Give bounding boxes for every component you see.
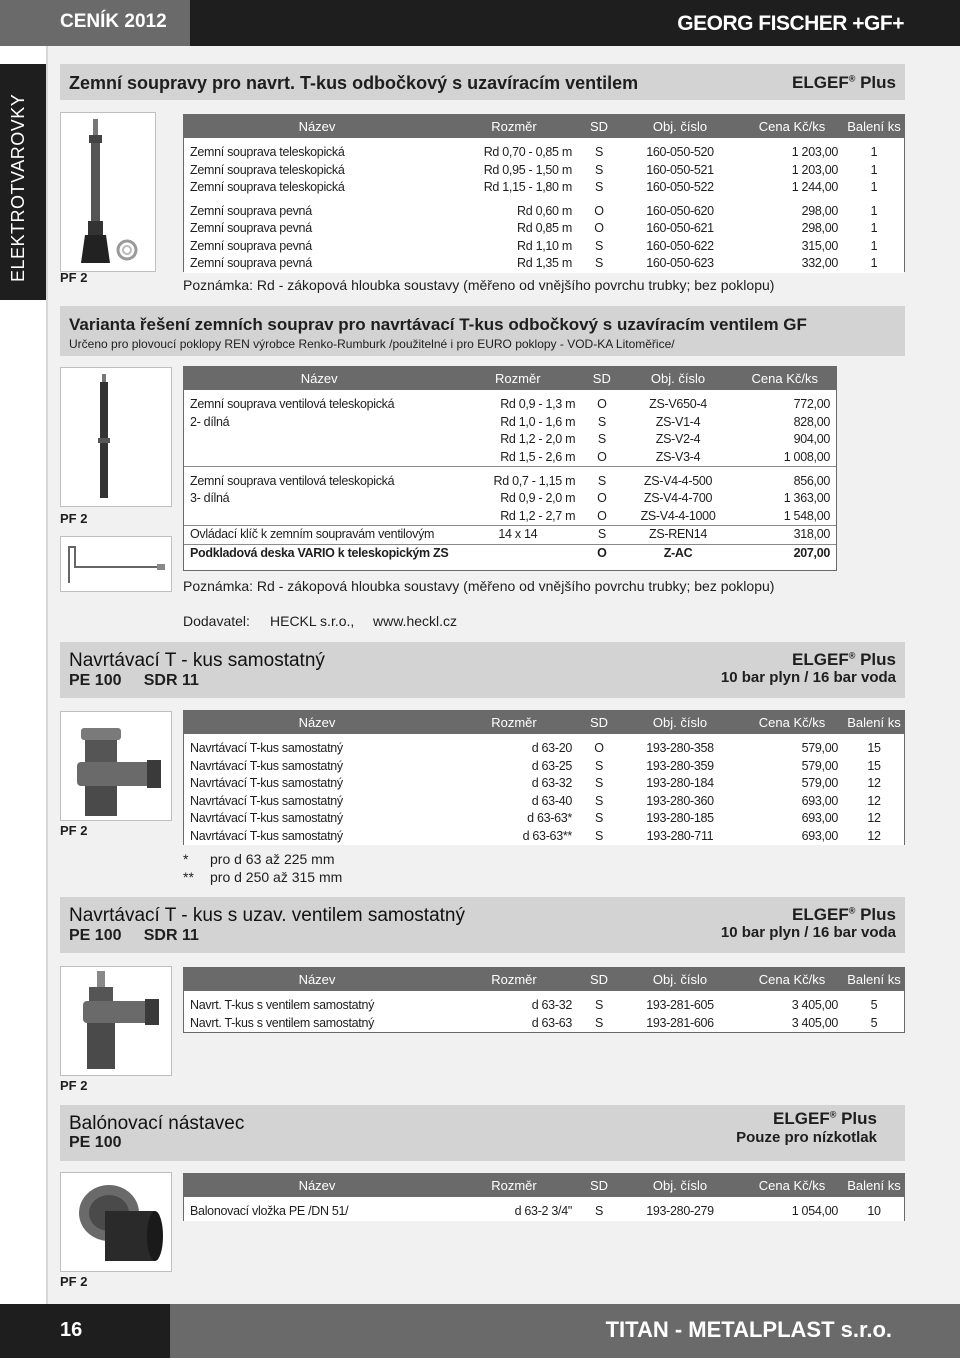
section-5-price-table bbox=[184, 1174, 904, 1221]
section-4-pf: PF 2 bbox=[60, 1078, 88, 1093]
col-order-no: Obj. číslo bbox=[620, 115, 740, 138]
section-4-elgef bbox=[792, 905, 896, 925]
elgef-plus-label: Plus bbox=[841, 1109, 877, 1128]
section-5-pf: PF 2 bbox=[60, 1274, 88, 1289]
col-order-no: Obj. číslo bbox=[620, 968, 740, 991]
table-row: Navrt. T-kus s ventilem samostatný d 63-63 S 193-281-606 3 405,00 5 bbox=[190, 1015, 878, 1030]
table-row: Ovládací klíč k zemním soupravám ventilovým 14 x 14 S ZS-REN14 318,00 bbox=[184, 526, 836, 545]
table-row: Podkladová deska VARIO k teleskopickým ZS O Z-AC 207,00 bbox=[184, 544, 836, 562]
table-row: Zemní souprava ventilová teleskopická Rd 0,9 - 1,3 m O ZS-V650-4 772,00 bbox=[190, 397, 830, 411]
elgef-plus-label: Plus bbox=[860, 650, 896, 669]
col-price: Cena Kč/ks bbox=[740, 711, 844, 734]
section-2-key-image bbox=[60, 536, 172, 592]
table-row: Rd 1,2 - 2,7 m O ZS-V4-4-1000 1 548,00 bbox=[500, 508, 830, 523]
section-3-pressure: 10 bar plyn / 16 bar voda bbox=[720, 669, 896, 686]
section-2-title-bar bbox=[60, 306, 905, 356]
registered-mark: ® bbox=[829, 1109, 837, 1120]
section-5-elgef bbox=[773, 1109, 877, 1129]
col-name: Název bbox=[184, 968, 450, 991]
table-row: Zemní souprava pevná Rd 1,10 m S 160-050-622 315,00 1 bbox=[190, 238, 878, 253]
table-row: Balonovací vložka PE /DN 51/ d 63-2 3/4" S 193-280-279 1 054,00 10 bbox=[190, 1204, 881, 1218]
footer-left-band bbox=[0, 1304, 170, 1358]
footnote-mark: * bbox=[183, 851, 189, 867]
section-4-price-table bbox=[184, 968, 904, 1032]
section-4-title-bar bbox=[60, 897, 905, 953]
registered-mark: ® bbox=[848, 650, 856, 661]
section-5-subtitle: PE 100 bbox=[69, 1134, 122, 1151]
sidebar-category-label: ELEKTROTVAROVKY bbox=[8, 93, 28, 282]
table-row: Zemní souprava teleskopická Rd 0,95 - 1,50 m S 160-050-521 1 203,00 1 bbox=[190, 162, 878, 177]
col-sd: SD bbox=[581, 367, 622, 390]
elgef-label: ELGEF bbox=[792, 73, 849, 92]
table-row: Rd 1,5 - 2,6 m O ZS-V3-4 1 008,00 bbox=[500, 449, 830, 464]
table-row: Navrtávací T-kus samostatný d 63-63** S 193-280-711 693,00 12 bbox=[190, 828, 881, 843]
col-price: Cena Kč/ks bbox=[740, 968, 844, 991]
table-row: Rd 1,2 - 2,0 m S ZS-V2-4 904,00 bbox=[500, 432, 830, 446]
elgef-label: ELGEF bbox=[792, 905, 849, 924]
section-3-subtitle: PE 100 SDR 11 bbox=[69, 672, 199, 689]
col-name: Název bbox=[184, 711, 450, 734]
footnote-mark: ** bbox=[183, 869, 194, 885]
footnote-text: pro d 250 až 315 mm bbox=[210, 869, 343, 885]
section-1-pf: PF 2 bbox=[60, 270, 88, 285]
table-row: Navrtávací T-kus samostatný d 63-32 S 193-280-184 579,00 12 bbox=[190, 776, 881, 790]
section-2-table bbox=[183, 366, 837, 571]
registered-mark: ® bbox=[848, 905, 856, 916]
section-2-price-table bbox=[184, 367, 836, 562]
col-size: Rozměr bbox=[450, 711, 578, 734]
section-4-product-image bbox=[60, 966, 172, 1076]
section-2-pf: PF 2 bbox=[60, 511, 88, 526]
table-row: Navrt. T-kus s ventilem samostatný d 63-32 S 193-281-605 3 405,00 5 bbox=[190, 998, 878, 1012]
section-1-title-bar bbox=[60, 64, 905, 100]
col-name: Název bbox=[184, 367, 454, 390]
col-pack: Balení ks bbox=[844, 711, 904, 734]
table-row: Zemní souprava pevná Rd 0,60 m O 160-050-620 298,00 1 bbox=[190, 203, 878, 218]
company-name: TITAN - METALPLAST s.r.o. bbox=[605, 1317, 892, 1342]
section-2-title: Varianta řešení zemních souprav pro navrtávací T-kus odbočkový s uzavíracím ventilem GF bbox=[69, 315, 807, 334]
col-pack: Balení ks bbox=[844, 968, 904, 991]
elgef-label: ELGEF bbox=[792, 650, 849, 669]
elgef-label: ELGEF bbox=[773, 1109, 830, 1128]
table-row: Zemní souprava pevná Rd 1,35 m S 160-050-623 332,00 1 bbox=[190, 256, 878, 270]
section-2-product-image bbox=[60, 367, 172, 507]
footnote-text: pro d 63 až 225 mm bbox=[210, 851, 335, 867]
col-sd: SD bbox=[578, 1174, 620, 1197]
balloon-adapter-icon bbox=[61, 1173, 173, 1273]
section-1-elgef bbox=[792, 73, 896, 93]
ground-set-icon bbox=[61, 113, 157, 273]
table-row: Zemní souprava teleskopická Rd 0,70 - 0,85 m S 160-050-520 1 203,00 1 bbox=[190, 145, 878, 159]
section-4-table bbox=[183, 967, 905, 1033]
page-number: 16 bbox=[60, 1319, 83, 1341]
table-row: Navrtávací T-kus samostatný d 63-20 O 193-280-358 579,00 15 bbox=[190, 741, 881, 755]
col-size: Rozměr bbox=[450, 1174, 578, 1197]
col-price: Cena Kč/ks bbox=[740, 115, 844, 138]
brand-logo: GEORG FISCHER +GF+ bbox=[677, 12, 904, 35]
tapping-tee-icon bbox=[61, 712, 173, 822]
valve-set-icon bbox=[61, 368, 173, 508]
table-row: 3- dílná Rd 0,9 - 2,0 m O ZS-V4-4-700 1 363,00 bbox=[190, 491, 830, 505]
section-4-subtitle: PE 100 SDR 11 bbox=[69, 927, 199, 944]
section-5-title-bar bbox=[60, 1105, 905, 1161]
section-3-pf: PF 2 bbox=[60, 823, 88, 838]
col-price: Cena Kč/ks bbox=[734, 367, 836, 390]
col-sd: SD bbox=[578, 711, 620, 734]
section-2-supplier-web: www.heckl.cz bbox=[373, 613, 458, 629]
col-sd: SD bbox=[578, 968, 620, 991]
section-2-subtitle: Určeno pro plovoucí poklopy REN výrobce Renko-Rumburk /použitelné i pro EURO poklopy - VOD-KA Litoměřice/ bbox=[69, 337, 675, 351]
table-row: Navrtávací T-kus samostatný d 63-25 S 193-280-359 579,00 15 bbox=[190, 758, 881, 773]
section-5-title: Balónovací nástavec bbox=[69, 1113, 245, 1134]
section-2-supplier-name: HECKL s.r.o., bbox=[270, 613, 355, 629]
section-2-supplier-label: Dodavatel: bbox=[183, 613, 250, 629]
section-3-title: Navrtávací T - kus samostatný bbox=[69, 650, 325, 671]
key-icon bbox=[61, 537, 173, 593]
col-order-no: Obj. číslo bbox=[620, 711, 740, 734]
table-row: Zemní souprava pevná Rd 0,85 m O 160-050-621 298,00 1 bbox=[190, 221, 878, 235]
section-5-table bbox=[183, 1173, 905, 1221]
tapping-tee-valve-icon bbox=[61, 967, 173, 1077]
section-4-title: Navrtávací T - kus s uzav. ventilem samostatný bbox=[69, 905, 465, 926]
price-list-title: CENÍK 2012 bbox=[60, 11, 167, 32]
section-5-product-image bbox=[60, 1172, 172, 1272]
table-row: Navrtávací T-kus samostatný d 63-63* S 193-280-185 693,00 12 bbox=[190, 811, 881, 825]
section-1-note: Poznámka: Rd - zákopová hloubka soustavy (měřeno od vnějšího povrchu trubky; bez poklopu) bbox=[183, 277, 775, 293]
col-size: Rozměr bbox=[450, 968, 578, 991]
col-name: Název bbox=[184, 1174, 450, 1197]
table-row: Zemní souprava ventilová teleskopická Rd 0,7 - 1,15 m S ZS-V4-4-500 856,00 bbox=[190, 473, 830, 488]
col-size: Rozměr bbox=[450, 115, 578, 138]
section-1-title: Zemní soupravy pro navrt. T-kus odbočkový s uzavíracím ventilem bbox=[69, 73, 639, 93]
col-sd: SD bbox=[578, 115, 620, 138]
col-name: Název bbox=[184, 115, 450, 138]
table-row: Zemní souprava teleskopická Rd 1,15 - 1,80 m S 160-050-522 1 244,00 1 bbox=[190, 180, 878, 194]
section-3-table bbox=[183, 710, 905, 845]
section-5-pressure: Pouze pro nízkotlak bbox=[736, 1129, 877, 1146]
col-order-no: Obj. číslo bbox=[622, 367, 733, 390]
table-row: 2- dílná Rd 1,0 - 1,6 m S ZS-V1-4 828,00 bbox=[190, 414, 830, 429]
section-3-title-bar bbox=[60, 642, 905, 698]
col-size: Rozměr bbox=[454, 367, 581, 390]
section-3-price-table bbox=[184, 711, 904, 845]
elgef-plus-label: Plus bbox=[860, 905, 896, 924]
table-row: Navrtávací T-kus samostatný d 63-40 S 193-280-360 693,00 12 bbox=[190, 793, 881, 808]
section-1-product-image bbox=[60, 112, 156, 272]
section-4-pressure: 10 bar plyn / 16 bar voda bbox=[720, 924, 896, 941]
section-3-elgef bbox=[792, 650, 896, 670]
section-2-note: Poznámka: Rd - zákopová hloubka soustavy (měřeno od vnějšího povrchu trubky; bez poklopu) bbox=[183, 578, 775, 594]
col-order-no: Obj. číslo bbox=[620, 1174, 740, 1197]
section-3-product-image bbox=[60, 711, 172, 821]
registered-mark: ® bbox=[848, 73, 856, 84]
elgef-plus-label: Plus bbox=[860, 73, 896, 92]
section-1-table bbox=[183, 114, 905, 272]
col-pack: Balení ks bbox=[844, 115, 904, 138]
col-price: Cena Kč/ks bbox=[740, 1174, 844, 1197]
section-1-price-table bbox=[184, 115, 904, 273]
col-pack: Balení ks bbox=[844, 1174, 904, 1197]
